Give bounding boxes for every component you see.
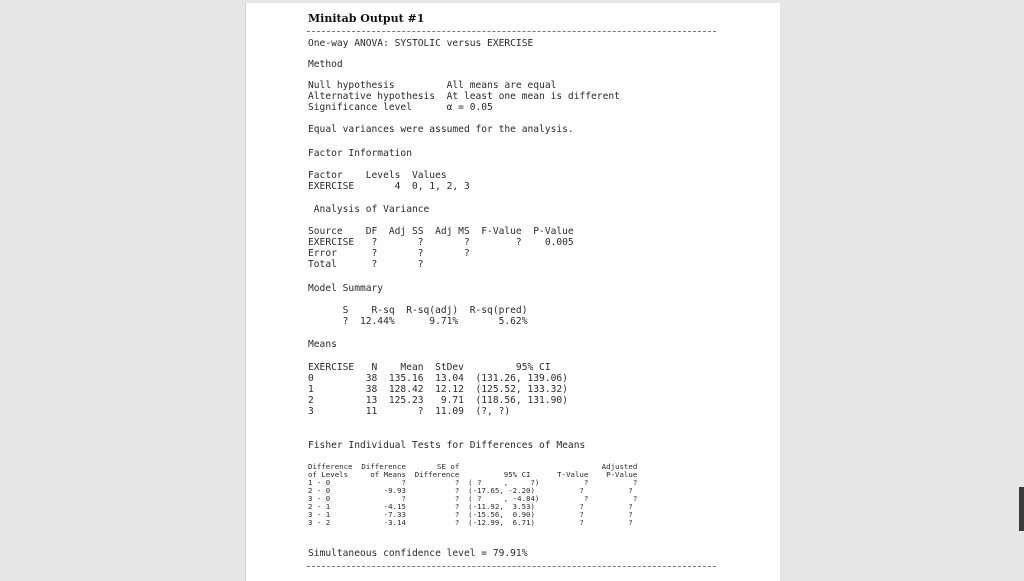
fisher-table: Difference Difference SE of Adjusted of Levels of Means Difference 95% CI T-Value P-Value 1 - 0 ? ? ( ? , ?) ? ? 2 - 0 -9.93 ? (-17.65, -2.20) ? ? 3 - 0 ? ? ( ? , -4.84) ? ? 2 - 1 -4.15 ? (-11.92, 3.53) ? ? 3 - 1 -7.33 ? (-15.56, 0.90) ? ? 3 - 2 -3.14 ? (-12.99, 6.71) ? ? bbox=[308, 462, 638, 527]
model-summary-heading: Model Summary bbox=[308, 283, 384, 294]
method-table: Null hypothesis All means are equal Alternative hypothesis At least one mean is different Significance level α = 0.05 bbox=[308, 80, 620, 113]
means-heading: Means bbox=[308, 339, 337, 350]
anova-title: One-way ANOVA: SYSTOLIC versus EXERCISE bbox=[308, 38, 534, 49]
page-title: Minitab Output #1 bbox=[308, 12, 425, 25]
anova-table: Source DF Adj SS Adj MS F-Value P-Value EXERCISE ? ? ? ? 0.005 Error ? ? ? Total ? ? bbox=[308, 226, 574, 270]
bottom-divider bbox=[307, 566, 716, 567]
factor-table: Factor Levels Values EXERCISE 4 0, 1, 2, 3 bbox=[308, 170, 470, 192]
equal-variance-note: Equal variances were assumed for the analysis. bbox=[308, 124, 574, 135]
anova-heading: Analysis of Variance bbox=[308, 204, 430, 215]
page-border bbox=[245, 3, 246, 581]
method-heading: Method bbox=[308, 59, 343, 70]
top-divider bbox=[307, 31, 716, 32]
document-page bbox=[245, 3, 780, 581]
factor-heading: Factor Information bbox=[308, 148, 412, 159]
fisher-heading: Fisher Individual Tests for Differences of Means bbox=[308, 440, 586, 451]
means-table: EXERCISE N Mean StDev 95% CI 0 38 135.16 13.04 (131.26, 139.06) 1 38 128.42 12.12 (125.52, 133.32) 2 13 125.23 9.71 (118.56, 131.90) 3 11 ? 11.09 (?, ?) bbox=[308, 362, 568, 417]
model-summary-table: S R-sq R-sq(adj) R-sq(pred) ? 12.44% 9.71% 5.62% bbox=[342, 305, 528, 327]
scrollbar-thumb[interactable] bbox=[1019, 487, 1024, 531]
confidence-level: Simultaneous confidence level = 79.91% bbox=[308, 548, 528, 559]
